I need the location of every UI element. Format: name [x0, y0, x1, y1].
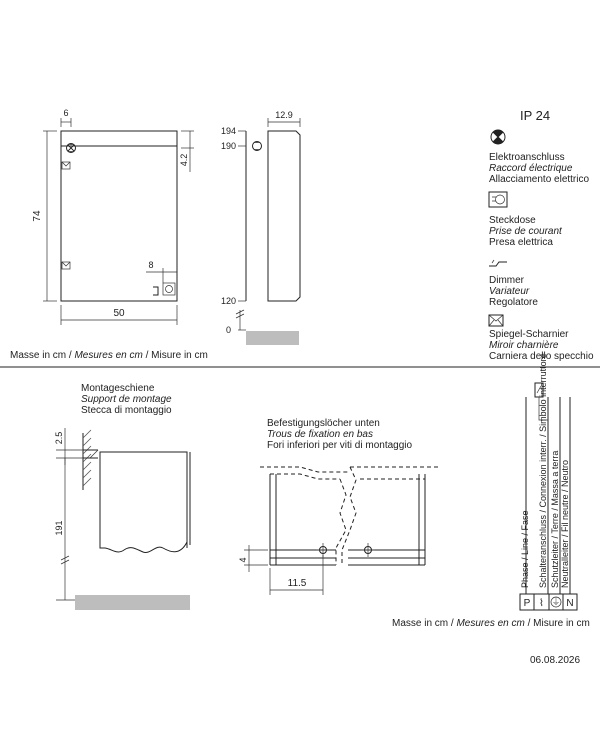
hole-dim-label: 4 — [238, 557, 248, 563]
level-190-label: 190 — [220, 141, 236, 151]
terminal-phase: P — [523, 598, 531, 609]
dim-top-label: 6 — [63, 108, 69, 118]
holes-title-de: Befestigungslöcher unten — [267, 418, 380, 429]
dim-depth-label: 12.9 — [275, 110, 293, 120]
fixing-holes-view — [238, 418, 440, 595]
socket-icon — [163, 283, 175, 295]
legend — [489, 108, 594, 362]
dimmer-icon — [153, 287, 158, 295]
cabinet-front-outline — [61, 131, 177, 301]
ip-rating: IP 24 — [520, 108, 551, 123]
holes-title-it: Fori inferiori per viti di montaggio — [267, 440, 413, 451]
rail-title-fr: Support de montage — [81, 394, 172, 405]
rail-dim-label: 2.5 — [54, 431, 64, 445]
date-stamp: 06.08.2026 — [530, 655, 581, 666]
floor-block — [246, 331, 299, 345]
wire-label-neutral: Neutralleiter / Fil neutre / Neutro — [560, 459, 570, 588]
terminal-neutral: N — [566, 598, 574, 609]
level-120-label: 120 — [220, 296, 236, 306]
legend-2-line-1: Steckdose — [489, 215, 536, 226]
terminal-switch: ⌇ — [539, 598, 544, 609]
wire-label-earth: Schutzleiter / Terre / Massa a terra — [550, 450, 560, 588]
legend-4-line-2: Miroir charnière — [489, 340, 559, 351]
holes-title-fr: Trous de fixation en bas — [267, 429, 373, 440]
legend-1-line-1: Elektroanschluss — [489, 152, 565, 163]
units-note-bottom: Masse in cm / Mesures en cm / Misure in cm — [392, 618, 590, 629]
legend-4-line-3: Carniera dello specchio — [489, 351, 594, 362]
rail-title-it: Stecca di montaggio — [81, 405, 172, 416]
level-0-label: 0 — [225, 325, 231, 335]
wiring-diagram — [520, 353, 577, 610]
legend-1-line-3: Allacciamento elettrico — [489, 174, 590, 185]
hole-offset-label: 11.5 — [287, 578, 307, 589]
front-view — [32, 108, 194, 325]
cabinet-side-outline — [268, 131, 300, 301]
legend-2-line-3: Presa elettrica — [489, 237, 553, 248]
legend-4-line-1: Spiegel-Scharnier — [489, 329, 569, 340]
units-note-top: Masse in cm / Mesures en cm / Misure in cm — [10, 350, 208, 361]
legend-3-line-2: Variateur — [489, 286, 530, 297]
dim-height-label: 74 — [32, 210, 43, 222]
legend-3-line-3: Regolatore — [489, 297, 538, 308]
legend-dimmer-icon — [489, 262, 507, 266]
electrical-connection-icon — [253, 142, 262, 151]
cabinet-body-outline — [100, 452, 187, 553]
legend-3-line-1: Dimmer — [489, 275, 524, 286]
dim-width-label: 50 — [113, 308, 125, 319]
side-view — [221, 110, 300, 345]
dim-right-label: 4.2 — [179, 153, 189, 167]
floor-block — [75, 595, 190, 610]
terminal-earth: ⏚ — [551, 597, 561, 607]
legend-1-line-2: Raccord électrique — [489, 163, 573, 174]
rail-title-de: Montageschiene — [81, 383, 155, 394]
wire-label-switch: Schalteranschluss / Connexion interr. / Simbolo interruttore — [538, 353, 548, 588]
level-194-label: 194 — [220, 126, 236, 136]
dim-socket-label: 8 — [148, 260, 154, 270]
rail-height-label: 191 — [54, 520, 64, 536]
legend-2-line-2: Prise de courant — [489, 226, 562, 237]
wire-label-phase: Phase / Line / Fase — [520, 510, 530, 588]
mounting-rail-view — [54, 383, 190, 610]
